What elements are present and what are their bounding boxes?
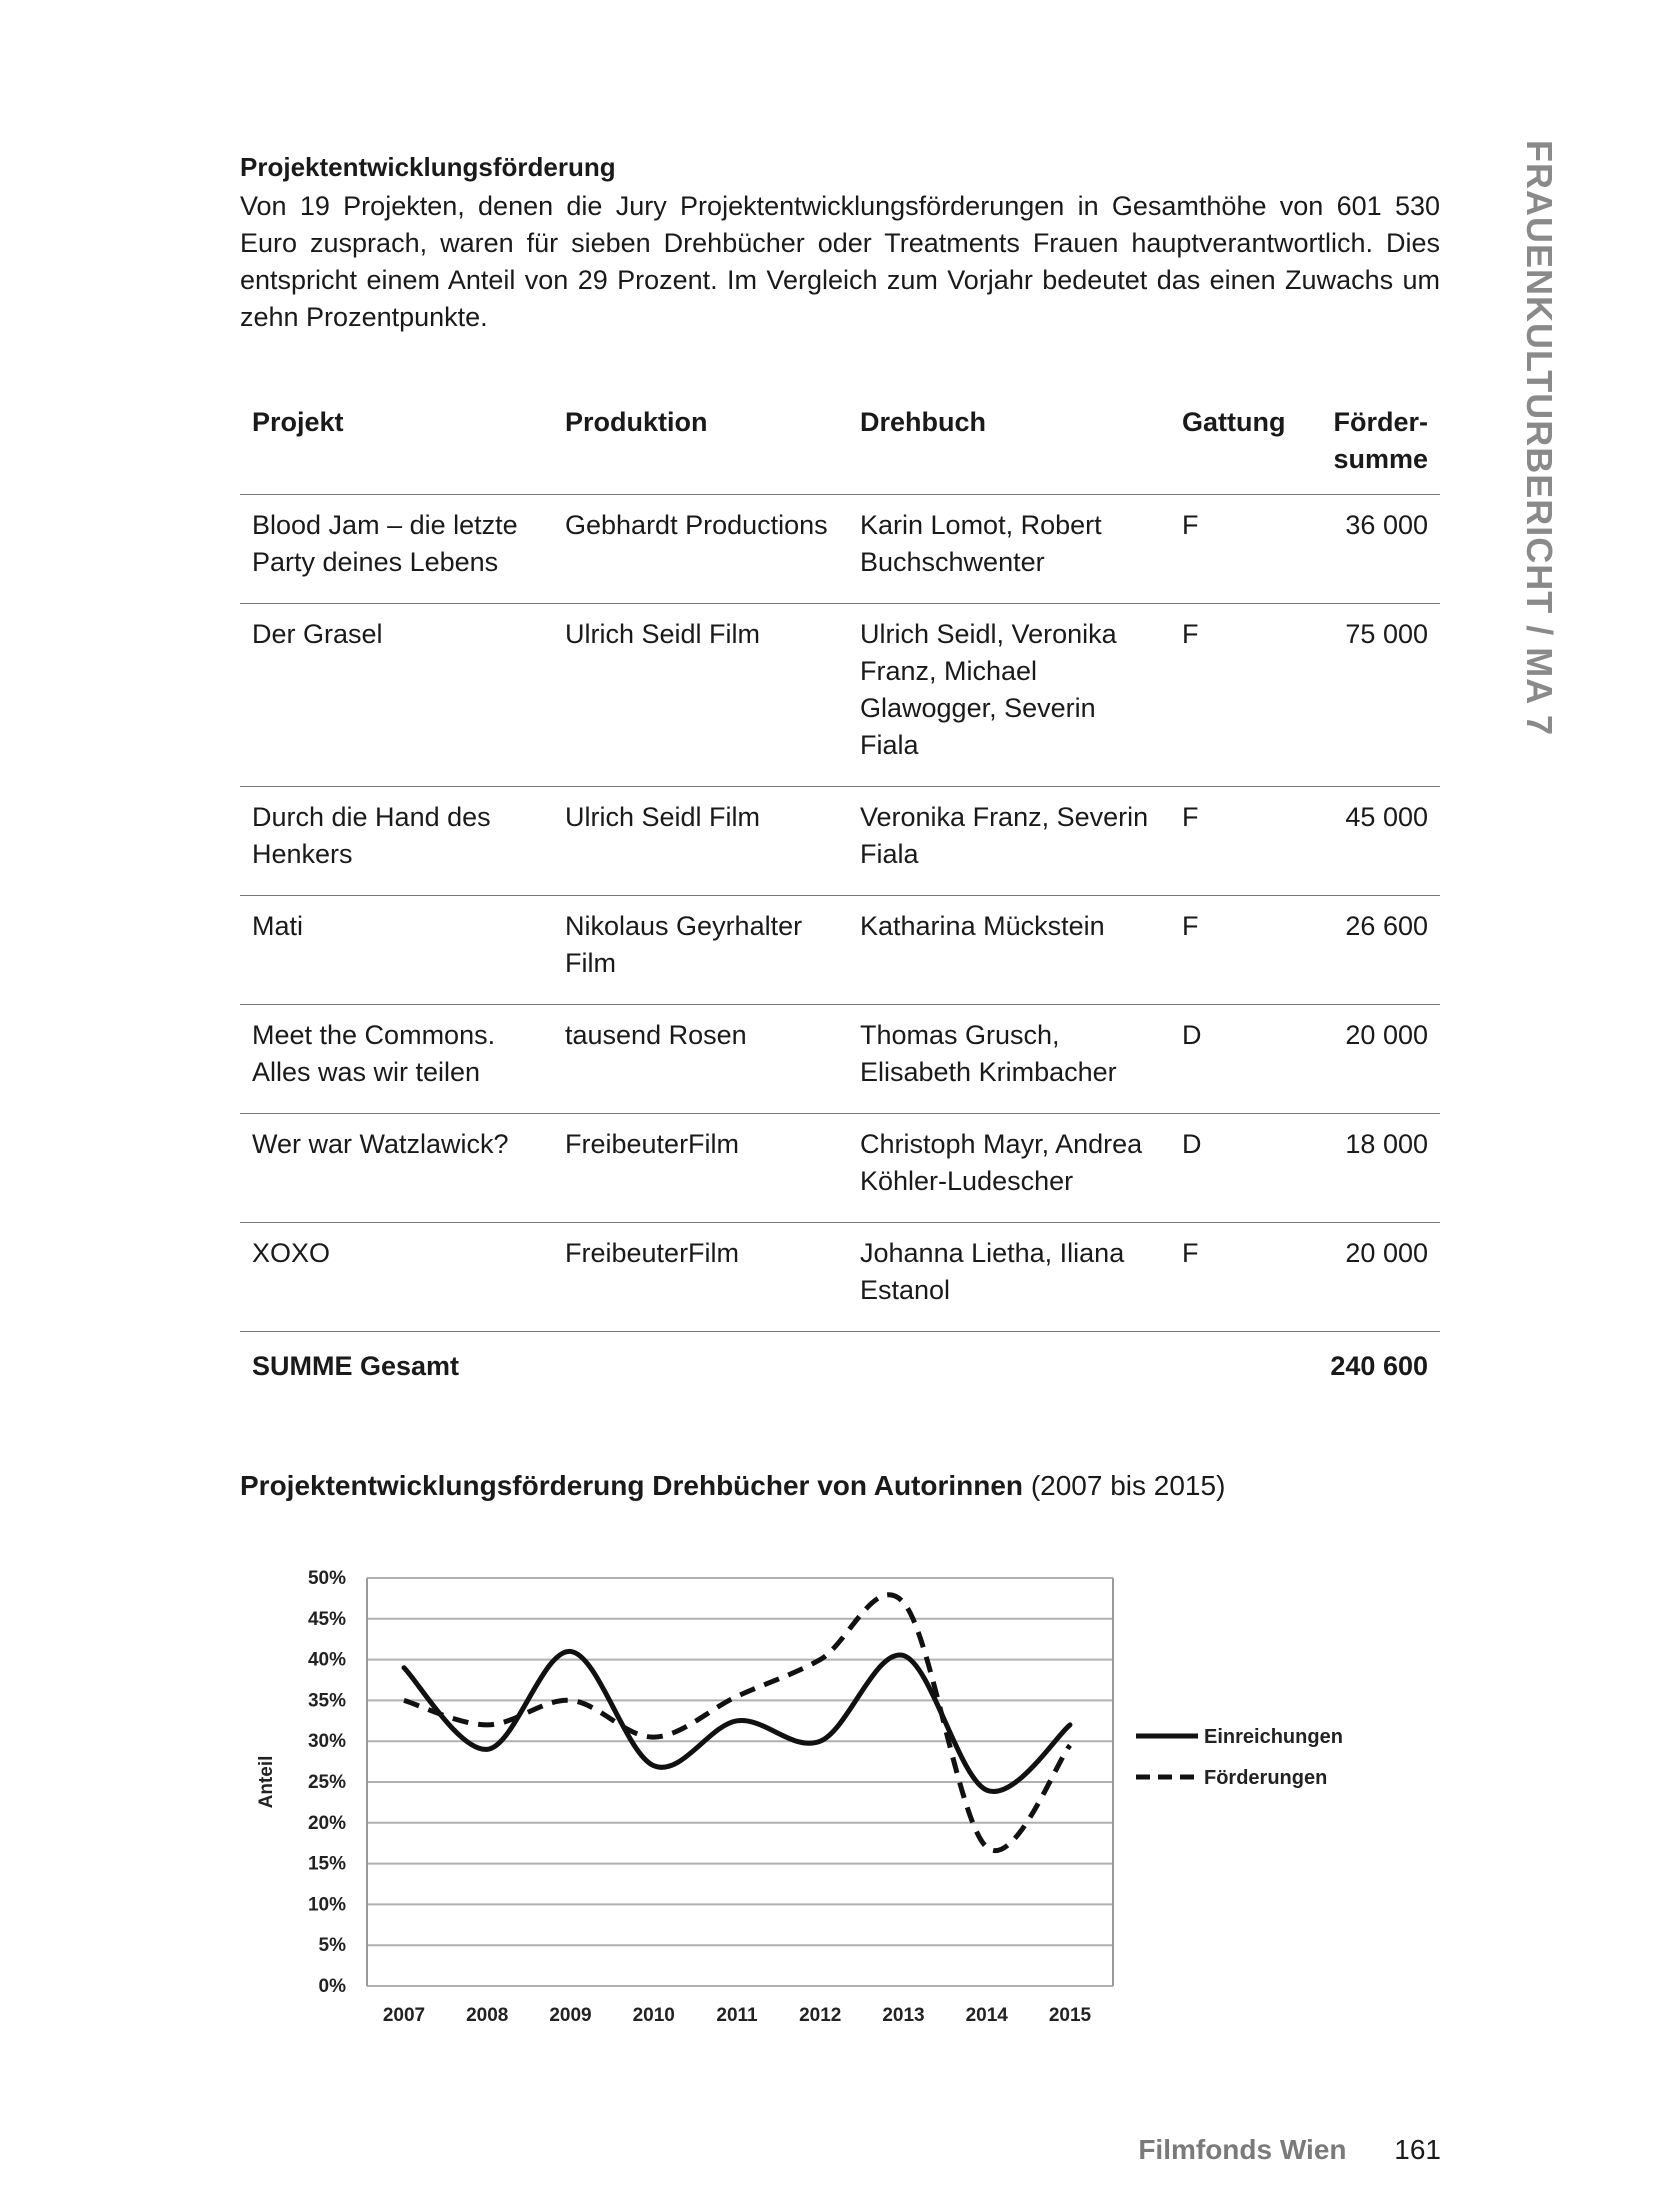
- cell-summe: 18 000: [1310, 1114, 1440, 1223]
- page-number: 161: [1394, 2134, 1441, 2165]
- y-tick-label: 15%: [307, 1853, 346, 1875]
- cell-projekt: XOXO: [240, 1223, 553, 1332]
- table-row: [240, 495, 1440, 604]
- cell-projekt: Durch die Hand des Henkers: [240, 787, 553, 896]
- x-tick-label: 2011: [716, 2005, 758, 2026]
- y-tick-label: 10%: [307, 1894, 346, 1916]
- table-row: [240, 787, 1440, 896]
- header-gattung: Gattung: [1170, 390, 1310, 495]
- header-projekt: Projekt: [240, 390, 553, 495]
- cell-drehbuch: Katharina Mückstein: [848, 896, 1170, 1005]
- cell-summe: 45 000: [1310, 787, 1440, 896]
- cell-drehbuch: Christoph Mayr, Andrea Köhler-Ludescher: [848, 1114, 1170, 1223]
- intro-paragraph: Von 19 Projekten, denen die Jury Projektentwicklungsförderungen in Gesamthöhe von 601 530 Euro zusprach, waren für sieben Drehbücher oder Treatments Frauen hauptverantwortlich. Dies entspricht einem Anteil von 29 Prozent. Im Vergleich zum Vorjahr bedeutet das einen Zuwachs um zehn Prozentpunkte.: [240, 191, 1440, 332]
- header-foerdersumme: Förder-summe: [1310, 390, 1440, 495]
- cell-produktion: FreibeuterFilm: [553, 1114, 848, 1223]
- x-tick-label: 2009: [549, 2005, 592, 2026]
- footer-publisher: Filmfonds Wien: [1138, 2134, 1347, 2165]
- footer: [1138, 2134, 1441, 2166]
- cell-produktion: Ulrich Seidl Film: [553, 787, 848, 896]
- table-row: [240, 1005, 1440, 1114]
- cell-produktion: Nikolaus Geyrhalter Film: [553, 896, 848, 1005]
- y-axis-label: Anteil: [256, 1755, 277, 1809]
- cell-summe: 36 000: [1310, 495, 1440, 604]
- cell-projekt: Mati: [240, 896, 553, 1005]
- x-tick-label: 2013: [882, 2005, 925, 2026]
- cell-summe: 20 000: [1310, 1223, 1440, 1332]
- x-tick-label: 2014: [965, 2005, 1008, 2026]
- cell-gattung: F: [1170, 1223, 1310, 1332]
- side-title: FRAUENKULTURBERICHT / MA 7: [1519, 140, 1560, 736]
- cell-summe: 75 000: [1310, 604, 1440, 787]
- cell-gattung: F: [1170, 495, 1310, 604]
- x-tick-label: 2007: [382, 2005, 426, 2026]
- cell-produktion: Gebhardt Productions: [553, 495, 848, 604]
- y-tick-label: 20%: [307, 1812, 346, 1834]
- x-tick-label: 2012: [799, 2005, 842, 2026]
- y-tick-label: 50%: [307, 1568, 346, 1589]
- cell-projekt: Meet the Commons. Alles was wir teilen: [240, 1005, 553, 1114]
- y-tick-label: 45%: [307, 1608, 346, 1630]
- section-heading: Projektentwicklungsförderung: [240, 152, 616, 182]
- cell-projekt: Wer war Watzlawick?: [240, 1114, 553, 1223]
- table-row: [240, 896, 1440, 1005]
- cell-produktion: tausend Rosen: [553, 1005, 848, 1114]
- line-chart: [240, 1540, 1370, 2050]
- chart-heading-bold: Projektentwicklungsförderung Drehbücher von Autorinnen: [240, 1470, 1024, 1501]
- x-tick-label: 2015: [1048, 2005, 1092, 2026]
- header-produktion: Produktion: [553, 390, 848, 495]
- total-label: SUMME Gesamt: [252, 1351, 460, 1381]
- cell-drehbuch: Thomas Grusch, Elisabeth Krimbacher: [848, 1005, 1170, 1114]
- chart-heading: [240, 1470, 1225, 1502]
- cell-drehbuch: Veronika Franz, Severin Fiala: [848, 787, 1170, 896]
- header-drehbuch: Drehbuch: [848, 390, 1170, 495]
- cell-produktion: FreibeuterFilm: [553, 1223, 848, 1332]
- cell-gattung: F: [1170, 787, 1310, 896]
- cell-summe: 26 600: [1310, 896, 1440, 1005]
- cell-drehbuch: Karin Lomot, Robert Buchschwenter: [848, 495, 1170, 604]
- cell-projekt: Der Grasel: [240, 604, 553, 787]
- total-value: 240 600: [1330, 1351, 1428, 1381]
- cell-projekt: Blood Jam – die letzte Party deines Lebens: [240, 495, 553, 604]
- y-tick-label: 0%: [318, 1976, 346, 1997]
- legend-label: Einreichungen: [1204, 1726, 1343, 1748]
- total-row: [240, 1332, 1440, 1408]
- cell-drehbuch: Johanna Lietha, Iliana Estanol: [848, 1223, 1170, 1332]
- chart-heading-rest: (2007 bis 2015): [1030, 1470, 1226, 1501]
- cell-summe: 20 000: [1310, 1005, 1440, 1114]
- table-row: [240, 1114, 1440, 1223]
- y-tick-label: 5%: [318, 1935, 346, 1957]
- table-row: [240, 1223, 1440, 1332]
- cell-gattung: F: [1170, 604, 1310, 787]
- table-header-row: [240, 390, 1440, 495]
- cell-gattung: D: [1170, 1005, 1310, 1114]
- y-tick-label: 25%: [307, 1772, 346, 1793]
- legend-label: Förderungen: [1204, 1767, 1328, 1789]
- y-tick-label: 40%: [307, 1649, 346, 1671]
- x-tick-label: 2008: [466, 2005, 509, 2026]
- table-row: [240, 604, 1440, 787]
- x-tick-label: 2010: [632, 2005, 675, 2026]
- funding-table: [240, 390, 1440, 1407]
- cell-gattung: F: [1170, 896, 1310, 1005]
- cell-gattung: D: [1170, 1114, 1310, 1223]
- y-tick-label: 30%: [307, 1731, 346, 1753]
- cell-drehbuch: Ulrich Seidl, Veronika Franz, Michael Glawogger, Severin Fiala: [848, 604, 1170, 787]
- cell-produktion: Ulrich Seidl Film: [553, 604, 848, 787]
- y-tick-label: 35%: [307, 1690, 346, 1712]
